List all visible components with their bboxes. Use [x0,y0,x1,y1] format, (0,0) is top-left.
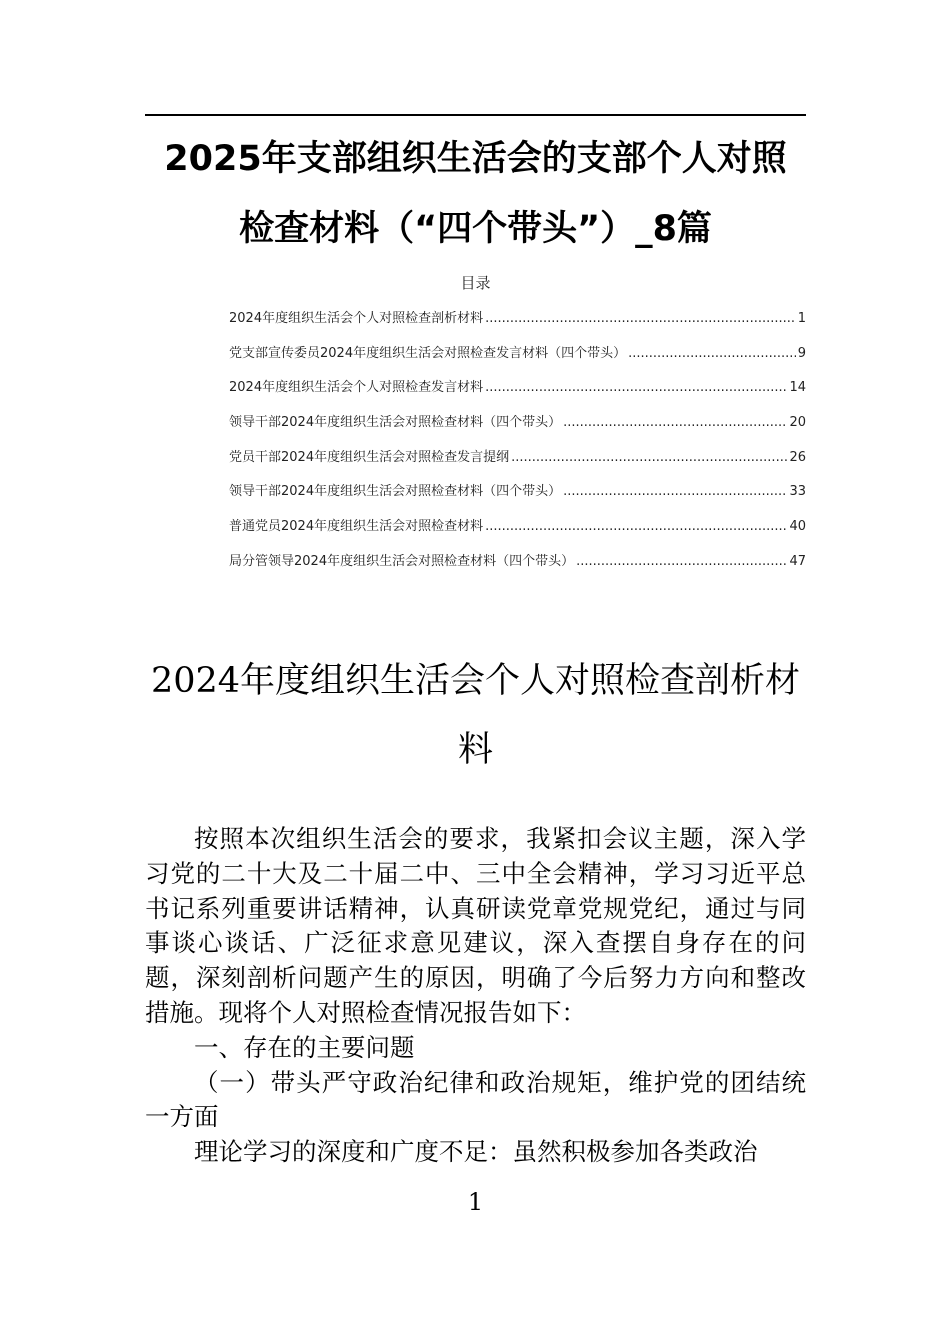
toc-entry-title: 2024年度组织生活会个人对照检查发言材料 [229,380,484,396]
paragraph: （一）带头严守政治纪律和政治规矩，维护党的团结统一方面 [145,1067,806,1132]
toc-entry-title: 局分管领导2024年度组织生活会对照检查材料（四个带头） [229,553,575,569]
toc-leader-dots [628,346,796,361]
document-title-line2: 检查材料（“四个带头”）_8篇 [239,209,712,249]
toc-entry-page: 1 [797,311,806,326]
toc-entry-page: 9 [797,345,806,361]
toc-entry[interactable] [229,307,806,342]
toc-entry[interactable] [229,515,806,550]
toc-leader-dots [576,554,787,569]
toc-entry-title: 普通党员2024年度组织生活会对照检查材料 [229,519,484,535]
toc-entry[interactable] [229,342,806,377]
toc-leader-dots [563,415,787,430]
toc-entry-title: 领导干部2024年度组织生活会对照检查材料（四个带头） [229,484,562,500]
toc-entry-title: 领导干部2024年度组织生活会对照检查材料（四个带头） [229,415,562,431]
toc-entry[interactable] [229,550,806,585]
paragraph: 按照本次组织生活会的要求，我紧扣会议主题，深入学习党的二十大及二十届二中、三中全会精神，学习习近平总书记系列重要讲话精神，认真研读党章党规党纪，通过与同事谈心谈话、广泛征求意见建议，深入查摆自身存在的问题，深刻剖析问题产生的原因，明确了今后努力方向和整改措施。现将个人对照检查情况报告如下： [145,824,806,1027]
toc-entry[interactable] [229,480,806,515]
table-of-contents [229,307,806,585]
section-title-line2: 料 [457,730,493,770]
toc-entry[interactable] [229,446,806,481]
toc-entry-page: 26 [789,449,806,465]
body-text [145,822,806,1170]
toc-leader-dots [563,484,787,499]
top-rule [145,114,806,116]
toc-entry-page: 20 [789,415,806,431]
paragraph: 理论学习的深度和广度不足：虽然积极参加各类政治 [194,1137,758,1167]
toc-entry-page: 47 [789,553,806,569]
toc-entry-page: 33 [789,484,806,500]
toc-entry-title: 2024年度组织生活会个人对照检查剖析材料 [229,311,484,326]
toc-leader-dots [511,450,787,465]
paragraph: 一、存在的主要问题 [194,1032,415,1062]
page-number: 1 [467,1188,484,1216]
toc-entry-page: 40 [789,519,806,535]
toc-leader-dots [485,519,787,534]
toc-entry[interactable] [229,411,806,446]
toc-entry-title: 党员干部2024年度组织生活会对照检查发言提纲 [229,449,510,465]
toc-entry[interactable] [229,376,806,411]
toc-leader-dots [485,311,796,326]
document-title-line1: 2025年支部组织生活会的支部个人对照 [164,139,787,179]
toc-entry-page: 14 [789,380,806,396]
toc-heading: 目录 [460,274,491,292]
section-title-line1: 2024年度组织生活会个人对照检查剖析材 [150,661,801,701]
toc-entry-title: 党支部宣传委员2024年度组织生活会对照检查发言材料（四个带头） [229,345,627,361]
toc-leader-dots [485,380,787,395]
